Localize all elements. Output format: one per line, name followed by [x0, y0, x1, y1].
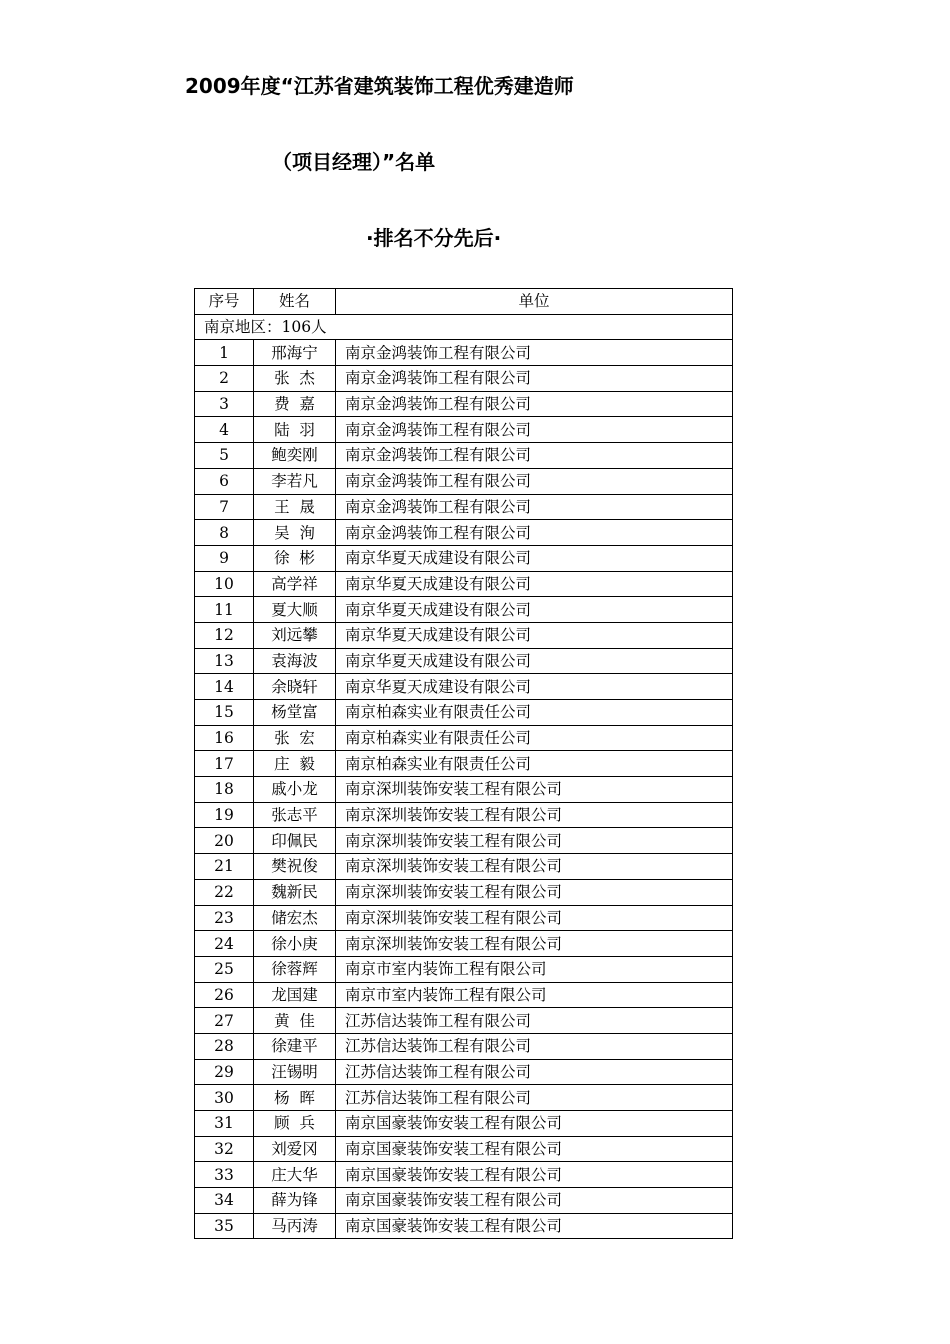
row-unit: 南京国豪装饰安装工程有限公司 [336, 1136, 733, 1162]
row-index: 10 [195, 571, 254, 597]
row-index: 25 [195, 956, 254, 982]
table-row [195, 931, 733, 957]
row-unit: 南京柏森实业有限责任公司 [336, 725, 733, 751]
row-unit: 南京柏森实业有限责任公司 [336, 700, 733, 726]
row-name: 高学祥 [254, 571, 336, 597]
row-name: 薛为锋 [254, 1188, 336, 1214]
row-index: 32 [195, 1136, 254, 1162]
row-unit: 南京金鸿装饰工程有限公司 [336, 340, 733, 366]
table-row [195, 854, 733, 880]
row-index: 35 [195, 1213, 254, 1239]
row-unit: 南京国豪装饰安装工程有限公司 [336, 1188, 733, 1214]
table-row [195, 520, 733, 546]
row-name: 徐建平 [254, 1033, 336, 1059]
row-name: 顾 兵 [254, 1111, 336, 1137]
page-title: 2009年度“江苏省建筑装饰工程优秀建造师 [185, 74, 574, 98]
row-name: 吴 洵 [254, 520, 336, 546]
row-name: 储宏杰 [254, 905, 336, 931]
row-unit: 南京市室内装饰工程有限公司 [336, 956, 733, 982]
row-unit: 江苏信达装饰工程有限公司 [336, 1085, 733, 1111]
table-row [195, 700, 733, 726]
row-index: 16 [195, 725, 254, 751]
row-unit: 南京深圳装饰安装工程有限公司 [336, 931, 733, 957]
row-index: 31 [195, 1111, 254, 1137]
row-index: 21 [195, 854, 254, 880]
row-unit: 南京深圳装饰安装工程有限公司 [336, 905, 733, 931]
row-index: 12 [195, 622, 254, 648]
row-index: 26 [195, 982, 254, 1008]
row-name: 邢海宁 [254, 340, 336, 366]
table-row [195, 802, 733, 828]
row-name: 杨堂富 [254, 700, 336, 726]
row-unit: 南京金鸿装饰工程有限公司 [336, 520, 733, 546]
table-row [195, 391, 733, 417]
region-row [195, 314, 733, 340]
table-row [195, 725, 733, 751]
row-name: 黄 佳 [254, 1008, 336, 1034]
row-name: 鲍奕刚 [254, 443, 336, 469]
row-unit: 南京华夏天成建设有限公司 [336, 545, 733, 571]
row-name: 张 杰 [254, 366, 336, 392]
row-unit: 南京华夏天成建设有限公司 [336, 571, 733, 597]
row-unit: 南京金鸿装饰工程有限公司 [336, 391, 733, 417]
row-name: 徐 彬 [254, 545, 336, 571]
table-row [195, 443, 733, 469]
table-row [195, 777, 733, 803]
row-name: 马丙涛 [254, 1213, 336, 1239]
table-row [195, 340, 733, 366]
row-index: 5 [195, 443, 254, 469]
row-index: 14 [195, 674, 254, 700]
table-row [195, 1213, 733, 1239]
table-row [195, 545, 733, 571]
table-row [195, 1162, 733, 1188]
table-row [195, 648, 733, 674]
row-index: 4 [195, 417, 254, 443]
row-index: 22 [195, 879, 254, 905]
header-name: 姓名 [254, 289, 336, 315]
row-name: 汪锡明 [254, 1059, 336, 1085]
row-name: 袁海波 [254, 648, 336, 674]
row-index: 24 [195, 931, 254, 957]
row-name: 龙国建 [254, 982, 336, 1008]
table-row [195, 956, 733, 982]
row-index: 27 [195, 1008, 254, 1034]
row-name: 余晓轩 [254, 674, 336, 700]
row-unit: 南京深圳装饰安装工程有限公司 [336, 802, 733, 828]
table-row [195, 494, 733, 520]
row-unit: 南京市室内装饰工程有限公司 [336, 982, 733, 1008]
row-unit: 南京金鸿装饰工程有限公司 [336, 443, 733, 469]
table-row [195, 1008, 733, 1034]
row-name: 费 嘉 [254, 391, 336, 417]
row-index: 2 [195, 366, 254, 392]
row-index: 7 [195, 494, 254, 520]
row-name: 印佩民 [254, 828, 336, 854]
row-index: 11 [195, 597, 254, 623]
row-index: 13 [195, 648, 254, 674]
ranking-note: ·排名不分先后· [366, 226, 502, 250]
row-index: 33 [195, 1162, 254, 1188]
row-name: 张志平 [254, 802, 336, 828]
table-row [195, 417, 733, 443]
table-row [195, 1111, 733, 1137]
row-index: 9 [195, 545, 254, 571]
row-index: 3 [195, 391, 254, 417]
table-row [195, 622, 733, 648]
table-row [195, 879, 733, 905]
row-unit: 南京华夏天成建设有限公司 [336, 622, 733, 648]
row-name: 王 晟 [254, 494, 336, 520]
table-row [195, 1033, 733, 1059]
table-row [195, 751, 733, 777]
table-row [195, 1085, 733, 1111]
table-row [195, 571, 733, 597]
row-unit: 南京华夏天成建设有限公司 [336, 648, 733, 674]
row-index: 1 [195, 340, 254, 366]
table-row [195, 982, 733, 1008]
row-index: 19 [195, 802, 254, 828]
header-index: 序号 [195, 289, 254, 315]
table-row [195, 468, 733, 494]
table-row [195, 1188, 733, 1214]
row-unit: 南京国豪装饰安装工程有限公司 [336, 1111, 733, 1137]
row-unit: 江苏信达装饰工程有限公司 [336, 1008, 733, 1034]
row-name: 徐小庚 [254, 931, 336, 957]
roster-table [194, 288, 733, 1239]
row-unit: 南京深圳装饰安装工程有限公司 [336, 854, 733, 880]
row-unit: 江苏信达装饰工程有限公司 [336, 1059, 733, 1085]
row-name: 樊祝俊 [254, 854, 336, 880]
row-unit: 南京深圳装饰安装工程有限公司 [336, 777, 733, 803]
row-index: 28 [195, 1033, 254, 1059]
row-unit: 南京金鸿装饰工程有限公司 [336, 417, 733, 443]
row-unit: 南京华夏天成建设有限公司 [336, 597, 733, 623]
row-unit: 南京深圳装饰安装工程有限公司 [336, 828, 733, 854]
row-name: 庄大华 [254, 1162, 336, 1188]
row-index: 15 [195, 700, 254, 726]
row-name: 杨 晖 [254, 1085, 336, 1111]
row-index: 18 [195, 777, 254, 803]
table-row [195, 366, 733, 392]
region-label: 南京地区：106人 [195, 314, 733, 340]
row-unit: 南京国豪装饰安装工程有限公司 [336, 1213, 733, 1239]
row-name: 刘远攀 [254, 622, 336, 648]
row-name: 刘爱冈 [254, 1136, 336, 1162]
row-unit: 南京金鸿装饰工程有限公司 [336, 494, 733, 520]
row-name: 庄 毅 [254, 751, 336, 777]
row-index: 30 [195, 1085, 254, 1111]
table-row [195, 597, 733, 623]
table-row [195, 828, 733, 854]
row-unit: 南京柏森实业有限责任公司 [336, 751, 733, 777]
row-name: 魏新民 [254, 879, 336, 905]
row-name: 陆 羽 [254, 417, 336, 443]
row-index: 23 [195, 905, 254, 931]
table-header-row [195, 289, 733, 315]
row-unit: 南京金鸿装饰工程有限公司 [336, 366, 733, 392]
row-unit: 南京深圳装饰安装工程有限公司 [336, 879, 733, 905]
row-name: 戚小龙 [254, 777, 336, 803]
row-unit: 江苏信达装饰工程有限公司 [336, 1033, 733, 1059]
row-index: 20 [195, 828, 254, 854]
row-name: 张 宏 [254, 725, 336, 751]
page-subtitle: （项目经理）”名单 [272, 150, 436, 174]
row-index: 29 [195, 1059, 254, 1085]
row-unit: 南京国豪装饰安装工程有限公司 [336, 1162, 733, 1188]
row-index: 17 [195, 751, 254, 777]
header-unit: 单位 [336, 289, 733, 315]
row-unit: 南京金鸿装饰工程有限公司 [336, 468, 733, 494]
row-unit: 南京华夏天成建设有限公司 [336, 674, 733, 700]
row-index: 8 [195, 520, 254, 546]
row-name: 李若凡 [254, 468, 336, 494]
row-name: 徐蓉辉 [254, 956, 336, 982]
table-row [195, 674, 733, 700]
row-index: 6 [195, 468, 254, 494]
row-index: 34 [195, 1188, 254, 1214]
table-row [195, 905, 733, 931]
table-row [195, 1059, 733, 1085]
row-name: 夏大顺 [254, 597, 336, 623]
table-row [195, 1136, 733, 1162]
